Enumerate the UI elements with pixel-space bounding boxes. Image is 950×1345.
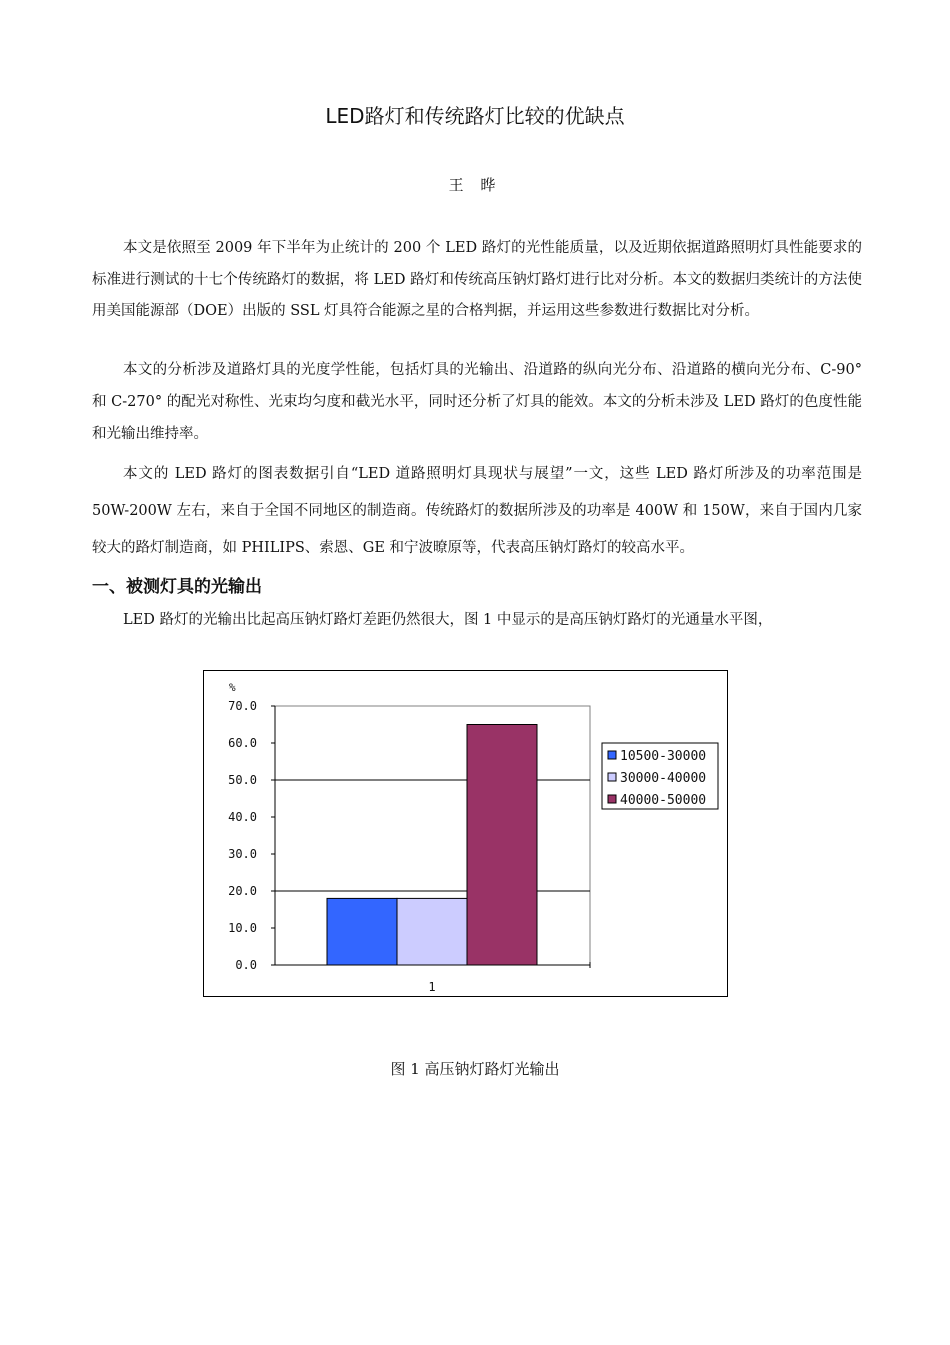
figure-caption	[0, 1058, 950, 1079]
bar-10500-30000	[327, 898, 397, 965]
y-tick-label: 30.0	[228, 847, 257, 861]
document-title: LED路灯和传统路灯比较的优缺点	[325, 104, 625, 128]
paragraph-scope: 本文的分析涉及道路灯具的光度学性能，包括灯具的光输出、沿道路的纵向光分布、沿道路的横向光分布、C-90° 和 C-270° 的配光对称性、光束均匀度和截光水平，同时还分析了灯具的能效。本文的分析未涉及 LED 路灯的色度性能和光输出维持率。	[92, 362, 862, 442]
paragraph-light-output: LED 路灯的光输出比起高压钠灯路灯差距仍然很大，图 1 中显示的是高压钠灯路灯的光通量水平图，	[123, 612, 773, 628]
y-tick-label: 60.0	[228, 736, 257, 750]
y-tick-label: 20.0	[228, 884, 257, 898]
y-axis-label: %	[229, 681, 236, 694]
caption-prefix: 图 1 高压钠灯路灯	[390, 1060, 515, 1078]
y-tick-label: 70.0	[228, 699, 257, 713]
y-tick-label: 0.0	[235, 958, 257, 972]
x-category-label: 1	[428, 980, 436, 994]
bar-40000-50000	[467, 725, 537, 966]
y-tick-label: 50.0	[228, 773, 257, 787]
light-output-chart	[203, 670, 728, 997]
bar-30000-40000	[397, 898, 467, 965]
legend-swatch-30000-40000	[608, 773, 616, 781]
paragraph-sources: 本文的 LED 路灯的图表数据引自“LED 道路照明灯具现状与展望”一文，这些 LED 路灯所涉及的功率范围是 50W-200W 左右，来自于全国不同地区的制造商。传统路灯的数据所涉及的功率是 400W 和 150W，来自于国内几家较大的路灯制造商，如 PHILIPS、索恩、GE 和宁波暸原等，代表高压钠灯路灯的较高水平。	[92, 466, 862, 556]
chart-canvas	[204, 671, 729, 998]
section-heading-light-output: 一、被测灯具的光输出	[92, 577, 262, 597]
caption-suffix: 光输出	[514, 1060, 560, 1078]
legend-label-10500-30000: 10500-30000	[620, 749, 707, 764]
author-name: 王 晔	[448, 176, 502, 194]
y-tick-label: 10.0	[228, 921, 257, 935]
paragraph-intro: 本文是依照至 2009 年下半年为止统计的 200 个 LED 路灯的光性能质量，以及近期依据道路照明灯具性能要求的标准进行测试的十七个传统路灯的数据，将 LED 路灯和传统高压钠灯路灯进行比对分析。本文的数据归类统计的方法使用美国能源部（DOE）出版的 SSL 灯具符合能源之星的合格判据，并运用这些参数进行数据比对分析。	[92, 240, 862, 319]
y-tick-label: 40.0	[228, 810, 257, 824]
legend-label-40000-50000: 40000-50000	[620, 793, 707, 808]
legend-swatch-40000-50000	[608, 795, 616, 803]
legend-swatch-10500-30000	[608, 751, 616, 759]
legend-label-30000-40000: 30000-40000	[620, 771, 707, 786]
